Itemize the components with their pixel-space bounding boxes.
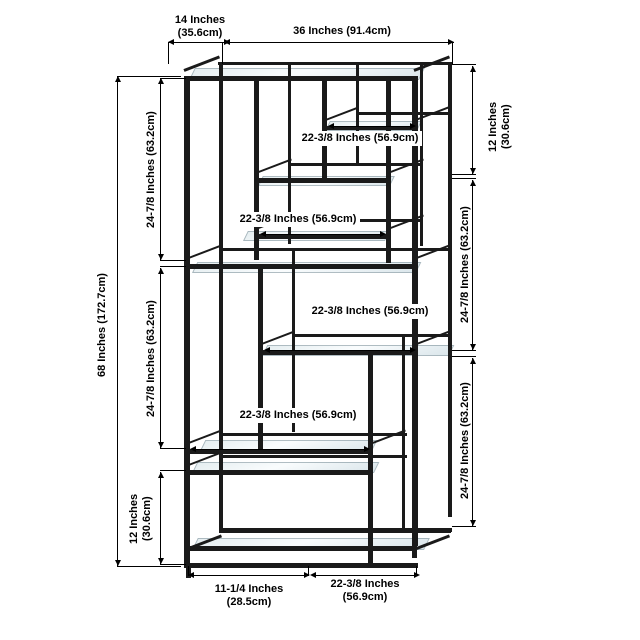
dim-right-upper-label: 24-7/8 Inches (63.2cm) (459, 206, 471, 324)
shelf-diag-center-upper-l (256, 158, 292, 173)
frame-left-back-post (219, 62, 223, 532)
dim-shelf-width-3-label: 22-3/8 Inches (56.9cm) (308, 304, 432, 319)
shelf-edge-low-full-back (219, 455, 407, 458)
dim-depth-top-label: 14 Inches (35.6cm) (174, 14, 226, 39)
shelf-edge-bottom-back (219, 530, 451, 533)
frame-left-front-post (184, 76, 190, 568)
dim-left-middle-label: 24-7/8 Inches (63.2cm) (145, 300, 157, 418)
shelf-edge-mid-full (185, 264, 417, 269)
shelf-diag-lower-right-r (414, 330, 450, 345)
shelf-edge-center-upper (254, 178, 390, 183)
dim-shelf-width-4-label: 22-3/8 Inches (56.9cm) (236, 408, 360, 423)
frame-top-back-rail (218, 62, 452, 65)
shelf-diag-mid-full-r (414, 244, 450, 259)
shelf-diag-upper-right-l (323, 106, 359, 121)
shelf-edge-bottom (185, 546, 417, 551)
shelf-edge-low-full (185, 470, 373, 475)
dim-right-top-label: 12 Inches (30.6cm) (487, 101, 512, 153)
dim-width-top-label: 36 Inches (91.4cm) (293, 25, 391, 37)
divider-mid-right-back (292, 249, 295, 432)
dim-left-upper-label: 24-7/8 Inches (63.2cm) (145, 111, 157, 229)
shelf-edge-lower-left-back (219, 433, 407, 436)
shelf-diag-lower-right-l (259, 330, 295, 345)
dim-right-lower-label: 24-7/8 Inches (63.2cm) (459, 382, 471, 500)
dim-shelf-width-2-label: 22-3/8 Inches (56.9cm) (236, 212, 360, 227)
shelf-diag-lower-left-r (370, 429, 406, 444)
shelf-diag-mid-full-l (186, 244, 222, 259)
shelf-edge-lower-right-back (292, 334, 452, 337)
dim-shelf-width-bottom-label: 22-3/8 Inches (56.9cm) (330, 578, 400, 603)
dim-shelf-width-1-label: 22-3/8 Inches (56.9cm) (298, 131, 422, 146)
shelf-edge-mid-full-back (219, 248, 451, 251)
frame-right-back-post (448, 62, 452, 517)
dim-bottom-left-width-label: 11-1/4 Inches (28.5cm) (214, 583, 284, 608)
frame-bottom-front-rail (184, 563, 418, 568)
divider-upper-left (254, 78, 259, 260)
shelf-diag-center-mid-r (388, 214, 424, 229)
dim-overall-height-label: 68 Inches (172.7cm) (96, 273, 108, 377)
shelf-diag-center-upper-r (388, 158, 424, 173)
dim-left-bottom-label: 12 Inches (30.6cm) (128, 493, 153, 545)
